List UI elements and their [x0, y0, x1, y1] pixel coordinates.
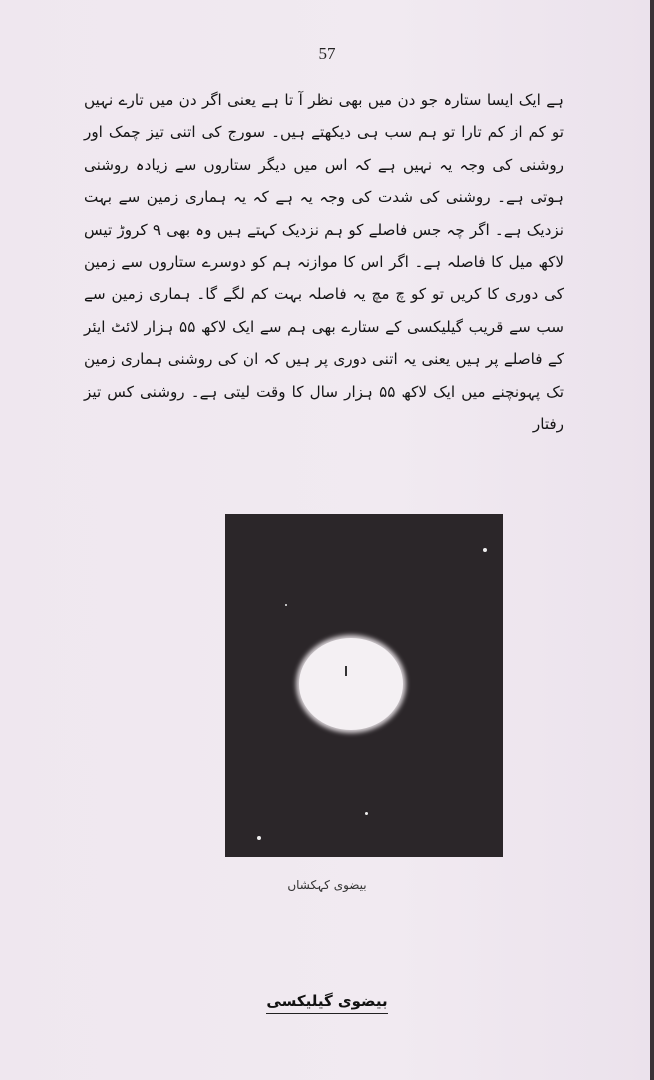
star: [483, 548, 487, 552]
core-mark: [345, 666, 347, 676]
star: [285, 604, 287, 606]
galaxy-photo: [225, 514, 503, 857]
body-paragraph: ہے ایک ایسا ستارہ جو دن میں بھی نظر آ تا ہے یعنی اگر دن میں تارے نہیں تو کم از کم تارا تو ہم سب ہی دیکھتے ہیں۔ سورج کی اتنی تیز چمک اور روشنی کی وجہ یہ نہیں ہے کہ اس میں دیگر ستاروں سے زیادہ روشنی ہوتی ہے۔ روشنی کی شدت کی وجہ یہ ہے کہ یہ ہماری زمین سے بہت نزدیک ہے۔ اگر چہ جس فاصلے کو ہم نزدیک کہتے ہیں وہ بھی ۹ کروڑ تیس لاکھ میل کا فاصلہ ہے۔ اگر اس کا موازنہ ہم کو دوسرے ستاروں سے زمین کی دوری کا کریں تو کو چ مچ یہ فاصلہ بہت کم لگے گا۔ ہماری زمین سے سب سے قریب گیلیکسی کے ستارے بھی ہم سے ایک لاکھ ۵۵ ہزار لائٹ ایئر کے فاصلے پر ہیں یعنی یہ اتنی دوری پر ہیں کہ ان کی روشنی ہماری زمین تک پہونچنے میں ایک لاکھ ۵۵ ہزار سال کا وقت لیتی ہے۔ روشنی کس تیز رفتار: [84, 91, 565, 434]
page-edge: [650, 0, 654, 1080]
page-number: 57: [318, 44, 336, 63]
section-heading: [0, 992, 654, 1010]
section-heading-text: بیضوی گیلیکسی: [266, 992, 387, 1014]
star: [365, 812, 368, 815]
star: [257, 836, 261, 840]
galaxy-core: [299, 638, 403, 730]
figure-caption: بیضوی کہکشاں: [287, 878, 367, 892]
